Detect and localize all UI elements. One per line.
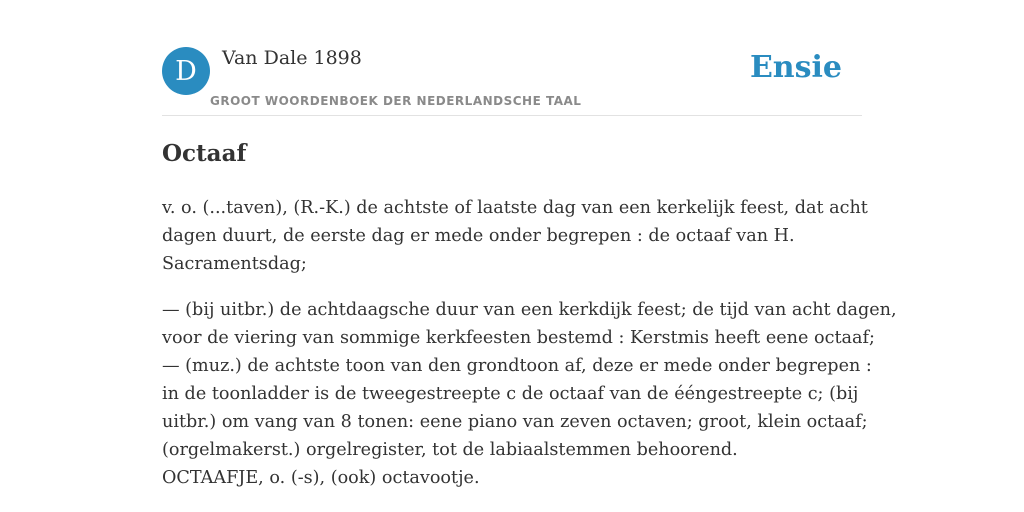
definition-line: uitbr.) om vang van 8 tonen: eene piano van zeven octaven; groot, klein octaaf; — [162, 412, 868, 432]
definition-line: in de toonladder is de tweegestreepte c de octaaf van de ééngestreepte c; (bij — [162, 384, 859, 404]
source-logo[interactable]: D — [162, 47, 210, 95]
brand-logo[interactable]: Ensie — [749, 50, 842, 85]
site-header — [162, 46, 862, 116]
definition-line: — (bij uitbr.) de achtdaagsche duur van een kerkdijk feest; de tijd van acht dagen, — [162, 300, 897, 320]
entry-definition — [162, 194, 897, 510]
definition-line: dagen duurt, de eerste dag er mede onder begrepen : de octaaf van H. — [162, 226, 795, 246]
source-subtitle: GROOT WOORDENBOEK DER NEDERLANDSCHE TAAL — [210, 94, 582, 108]
source-title[interactable]: Van Dale 1898 — [222, 47, 362, 69]
definition-line: OCTAAFJE, o. (-s), (ook) octavootje. — [162, 468, 480, 488]
definition-line: — (muz.) de achtste toon van den grondtoon af, deze er mede onder begrepen : — [162, 356, 872, 376]
definition-line: (orgelmakerst.) orgelregister, tot de labiaalstemmen behoorend. — [162, 440, 738, 460]
entry-title: Octaaf — [162, 140, 247, 167]
definition-line: Sacramentsdag; — [162, 254, 307, 274]
definition-line: voor de viering van sommige kerkfeesten bestemd : Kerstmis heeft eene octaaf; — [162, 328, 875, 348]
definition-paragraph-1 — [162, 194, 867, 278]
definition-paragraph-2 — [162, 296, 897, 492]
definition-line: v. o. (...taven), (R.-K.) de achtste of laatste dag van een kerkelijk feest, dat acht — [162, 198, 868, 218]
